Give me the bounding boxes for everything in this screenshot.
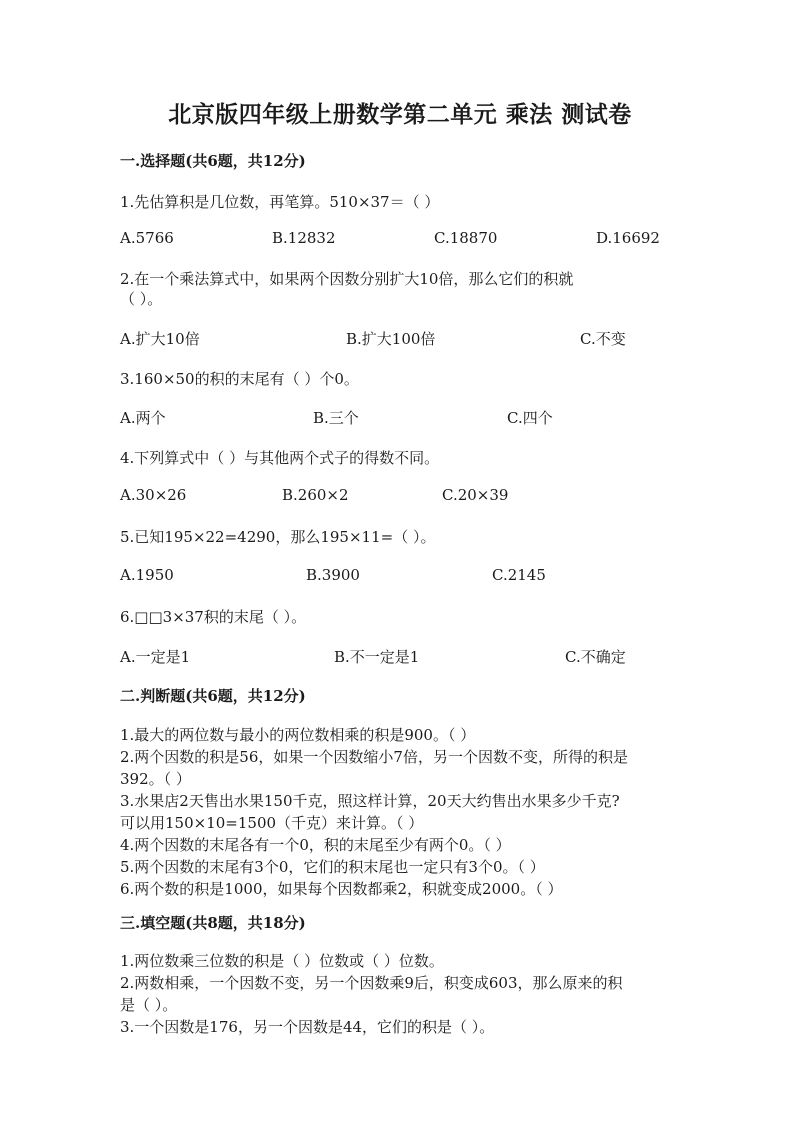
question-6: 6.□□3×37积的末尾（ ）。 (120, 608, 307, 626)
question-3: 3.160×50的积的末尾有（ ）个0。 (120, 370, 359, 388)
judgement-line: 6.两个数的积是1000，如果每个因数都乘2，积就变成2000。（ ） (120, 880, 563, 898)
option-a: A.5766 (120, 229, 174, 247)
option-b: B.260×2 (282, 486, 349, 504)
question-2-line-1: 2.在一个乘法算式中，如果两个因数分别扩大10倍，那么它们的积就 (120, 270, 574, 288)
fill-blank-line: 2.两数相乘，一个因数不变，另一个因数乘9后，积变成603，那么原来的积 (120, 974, 623, 992)
question-2-line-2: （ ）。 (120, 290, 163, 308)
option-a: A.扩大10倍 (120, 330, 200, 348)
option-c: C.20×39 (442, 486, 509, 504)
judgement-line: 可以用150×10=1500（千克）来计算。（ ） (120, 814, 424, 832)
option-b: B.12832 (272, 229, 336, 247)
option-c: C.不变 (580, 330, 626, 348)
section-heading-choice: 一.选择题(共6题，共12分) (120, 152, 306, 170)
judgement-line: 2.两个因数的积是56，如果一个因数缩小7倍，另一个因数不变，所得的积是 (120, 748, 628, 766)
option-c: C.不确定 (565, 648, 626, 666)
judgement-line: 3.水果店2天售出水果150千克，照这样计算，20天大约售出水果多少千克? (120, 792, 620, 810)
option-c: C.2145 (492, 566, 546, 584)
page-title: 北京版四年级上册数学第二单元 乘法 测试卷 (168, 101, 632, 128)
question-4: 4.下列算式中（ ）与其他两个式子的得数不同。 (120, 449, 440, 467)
fill-blank-line: 3.一个因数是176，另一个因数是44，它们的积是（ ）。 (120, 1018, 495, 1036)
option-a: A.1950 (120, 566, 174, 584)
fill-blank-line: 是（ ）。 (120, 996, 178, 1014)
judgement-line: 4.两个因数的末尾各有一个0，积的末尾至少有两个0。（ ） (120, 836, 511, 854)
fill-blank-line: 1.两位数乘三位数的积是（ ）位数或（ ）位数。 (120, 952, 444, 970)
judgement-line: 1.最大的两位数与最小的两位数相乘的积是900。（ ） (120, 726, 476, 744)
option-d: D.16692 (596, 229, 660, 247)
judgement-line: 392。（ ） (120, 770, 191, 788)
option-a: A.30×26 (120, 486, 187, 504)
judgement-line: 5.两个因数的末尾有3个0，它们的积末尾也一定只有3个0。（ ） (120, 858, 545, 876)
option-c: C.18870 (434, 229, 498, 247)
option-c: C.四个 (507, 409, 553, 427)
question-5: 5.已知195×22=4290，那么195×11=（ ）。 (120, 528, 436, 546)
option-b: B.三个 (313, 409, 359, 427)
section-heading-judgement: 二.判断题(共6题，共12分) (120, 687, 306, 705)
option-a: A.两个 (120, 409, 166, 427)
section-heading-fill-blank: 三.填空题(共8题，共18分) (120, 914, 306, 932)
option-b: B.3900 (306, 566, 360, 584)
option-a: A.一定是1 (120, 648, 191, 666)
question-1: 1.先估算积是几位数，再笔算。510×37＝（ ） (120, 193, 440, 211)
option-b: B.扩大100倍 (346, 330, 436, 348)
option-b: B.不一定是1 (334, 648, 420, 666)
